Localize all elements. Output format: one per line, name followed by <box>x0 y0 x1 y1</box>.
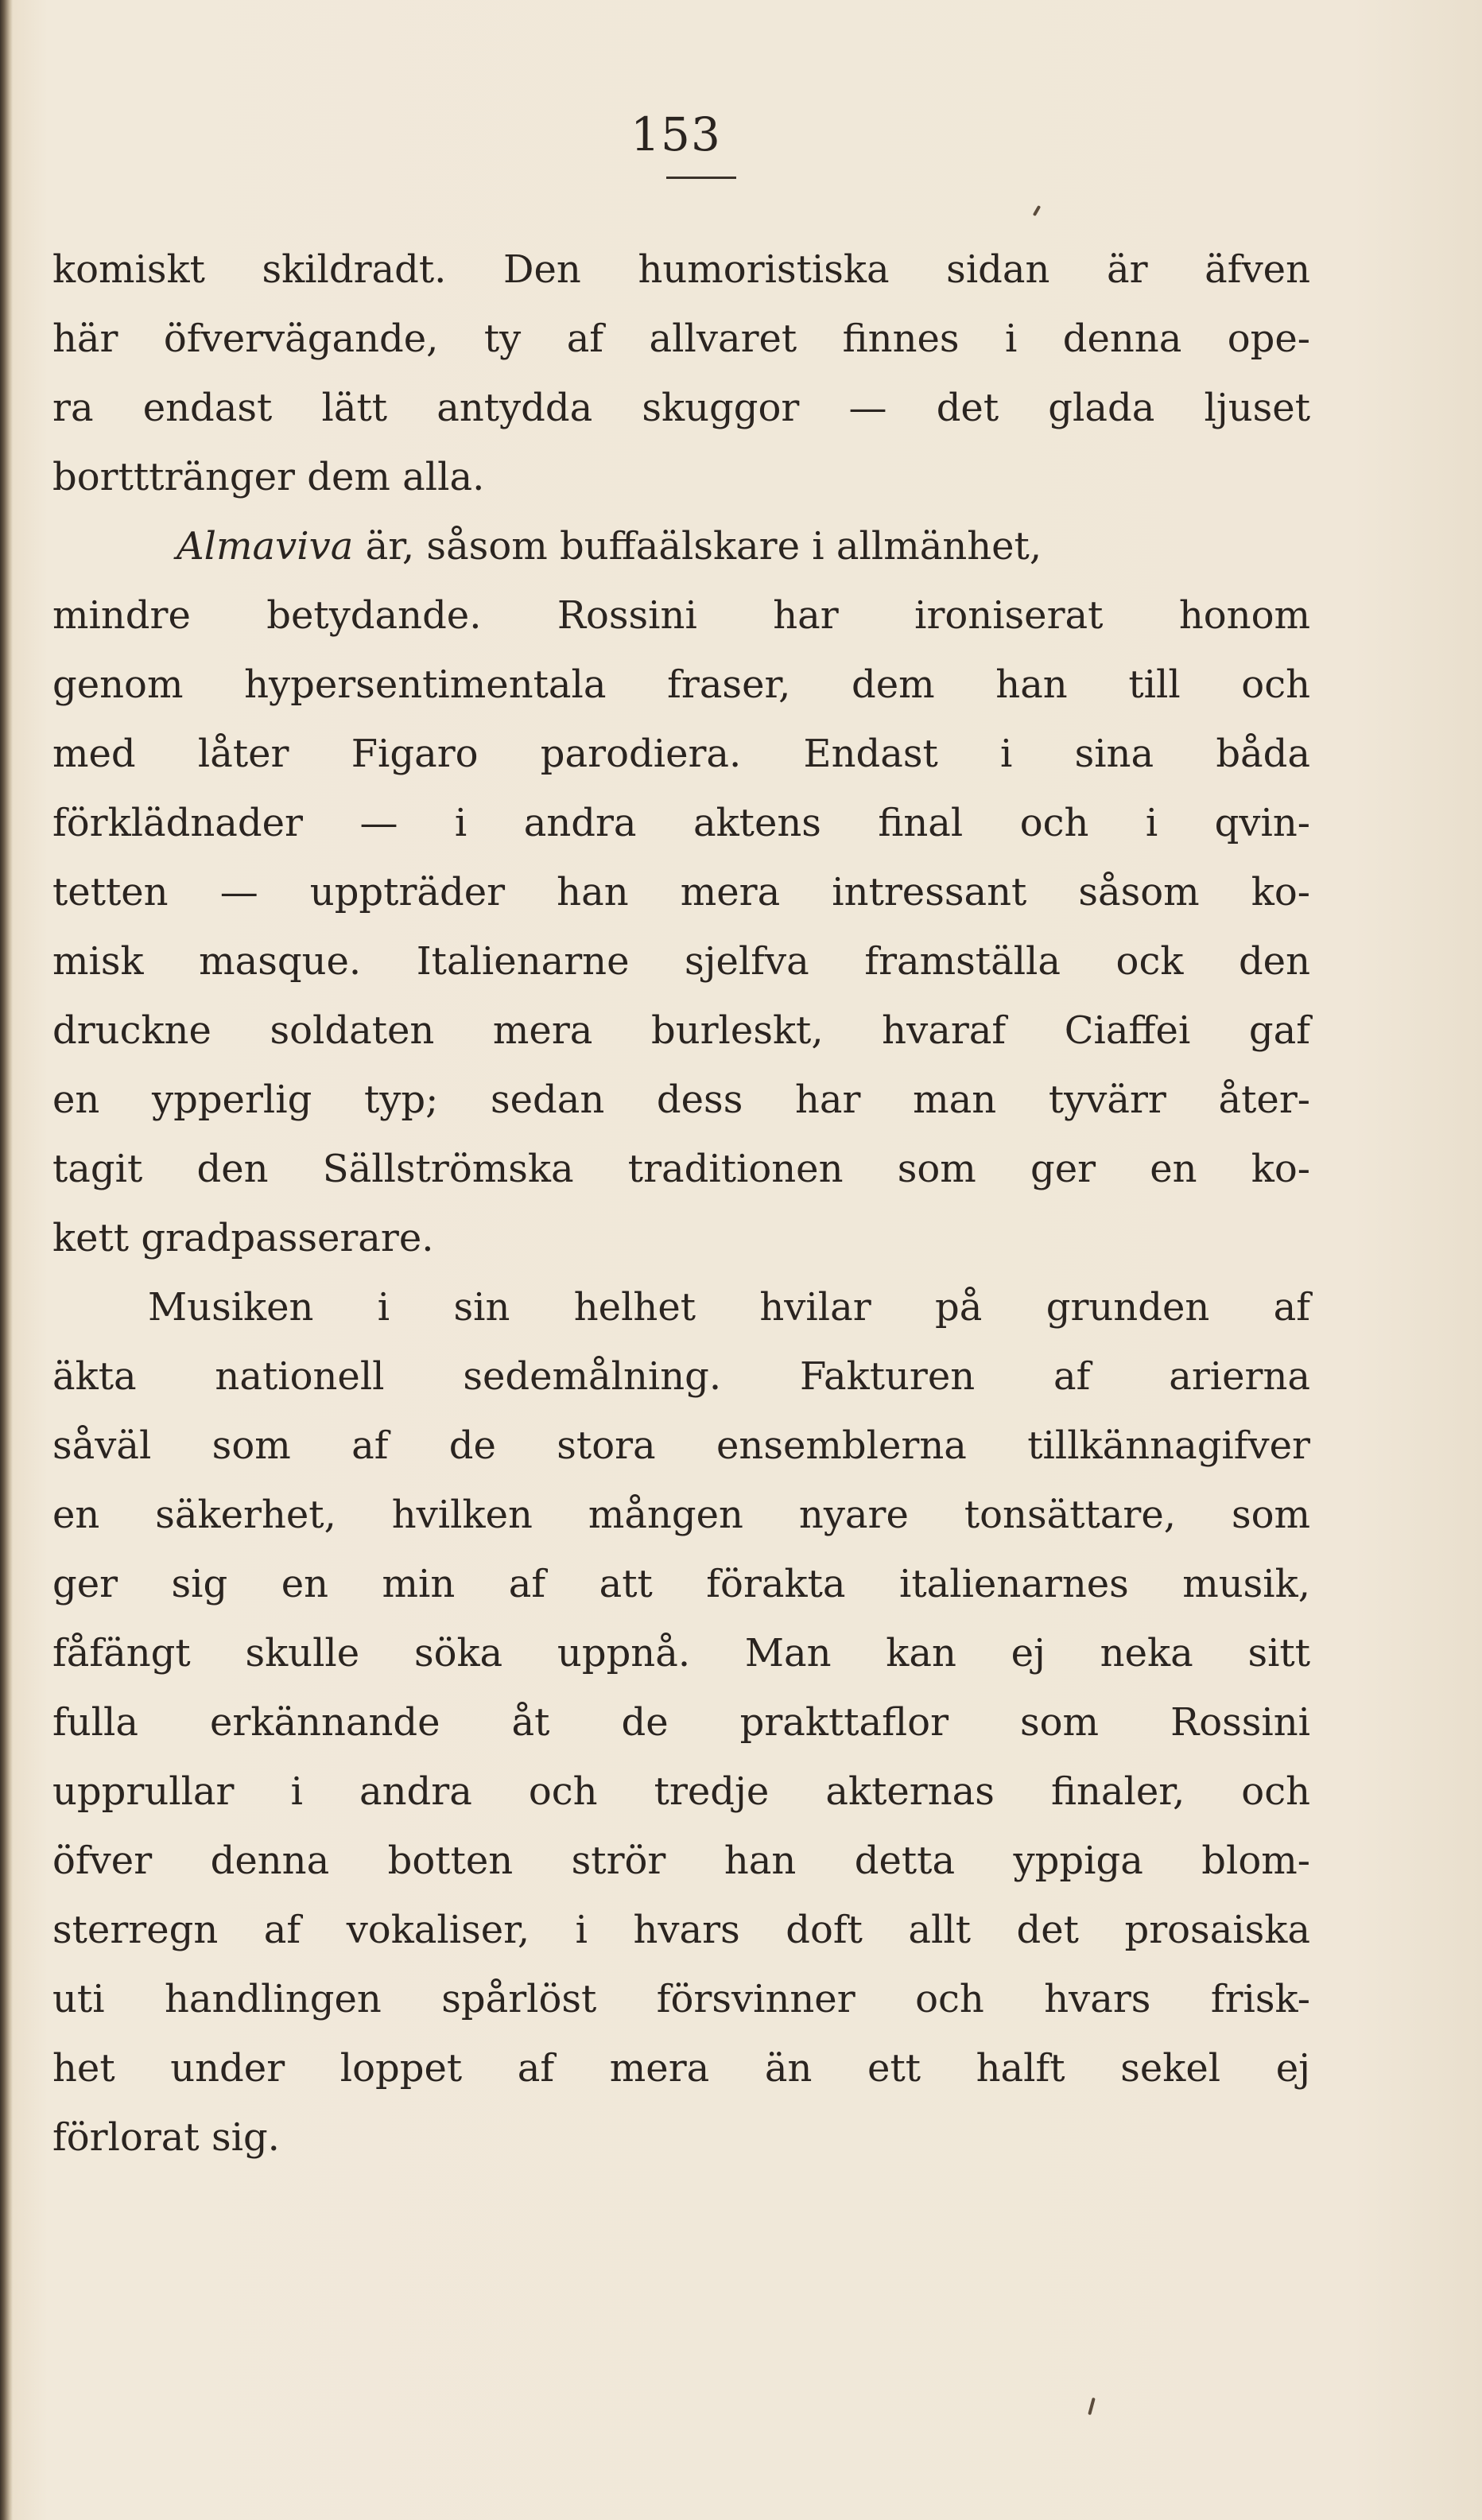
page-number-rule <box>666 177 736 179</box>
body-text <box>52 235 1310 2172</box>
page-binding-edge <box>0 0 13 2520</box>
text-line-1: komiskt skildradt. Den humoristiska sidan är äfven <box>52 247 1310 292</box>
ink-speck <box>1088 2398 1096 2415</box>
text-line-15: kett gradpasserare. <box>52 1216 434 1260</box>
text-line-5-rest: är, såsom buffaälskare i allmänhet, <box>365 524 1042 569</box>
text-line-9: förklädnader — i andra aktens final och i qvin- <box>52 801 1310 845</box>
text-line-17: äkta nationell sedemålning. Fakturen af arierna <box>52 1354 1310 1399</box>
text-line-21: fåfängt skulle söka uppnå. Man kan ej neka sitt <box>52 1631 1310 1675</box>
text-line-7: genom hypersentimentala fraser, dem han till och <box>52 662 1310 707</box>
text-line-5 <box>52 512 1310 581</box>
text-line-26: uti handlingen spårlöst försvinner och hvars frisk- <box>52 1977 1310 2021</box>
page-number: 153 <box>630 107 721 161</box>
text-line-4: bortttränger dem alla. <box>52 455 485 499</box>
text-line-10: tetten — uppträder han mera intressant såsom ko- <box>52 870 1310 914</box>
text-line-24: öfver denna botten strör han detta yppiga blom- <box>52 1839 1310 1883</box>
text-line-28: förlorat sig. <box>52 2115 280 2160</box>
text-line-19: en säkerhet, hvilken mången nyare tonsättare, som <box>52 1493 1310 1537</box>
text-line-2: här öfvervägande, ty af allvaret finnes i denna ope- <box>52 316 1310 361</box>
text-line-27: het under loppet af mera än ett halft sekel ej <box>52 2046 1310 2091</box>
text-line-12: druckne soldaten mera burleskt, hvaraf Ciaffei gaf <box>52 1008 1310 1053</box>
text-line-16: Musiken i sin helhet hvilar på grunden af <box>148 1285 1310 1330</box>
text-line-20: ger sig en min af att förakta italienarnes musik, <box>52 1562 1310 1606</box>
text-line-6: mindre betydande. Rossini har ironiserat honom <box>52 593 1310 638</box>
text-line-25: sterregn af vokaliser, i hvars doft allt det prosaiska <box>52 1908 1310 1952</box>
ink-speck <box>1033 205 1041 216</box>
text-line-18: såväl som af de stora ensemblerna tillkännagifver <box>52 1423 1310 1468</box>
text-line-22: fulla erkännande åt de prakttaflor som Rossini <box>52 1700 1310 1745</box>
text-line-8: med låter Figaro parodiera. Endast i sina båda <box>52 732 1310 776</box>
character-name-almaviva: Almaviva <box>177 524 354 569</box>
text-line-23: upprullar i andra och tredje akternas finaler, och <box>52 1769 1310 1814</box>
text-line-14: tagit den Sällströmska traditionen som ger en ko- <box>52 1147 1310 1191</box>
text-line-11: misk masque. Italienarne sjelfva framställa ock den <box>52 939 1310 984</box>
text-line-3: ra endast lätt antydda skuggor — det glada ljuset <box>52 386 1310 430</box>
text-line-13: en ypperlig typ; sedan dess har man tyvärr åter- <box>52 1078 1310 1122</box>
